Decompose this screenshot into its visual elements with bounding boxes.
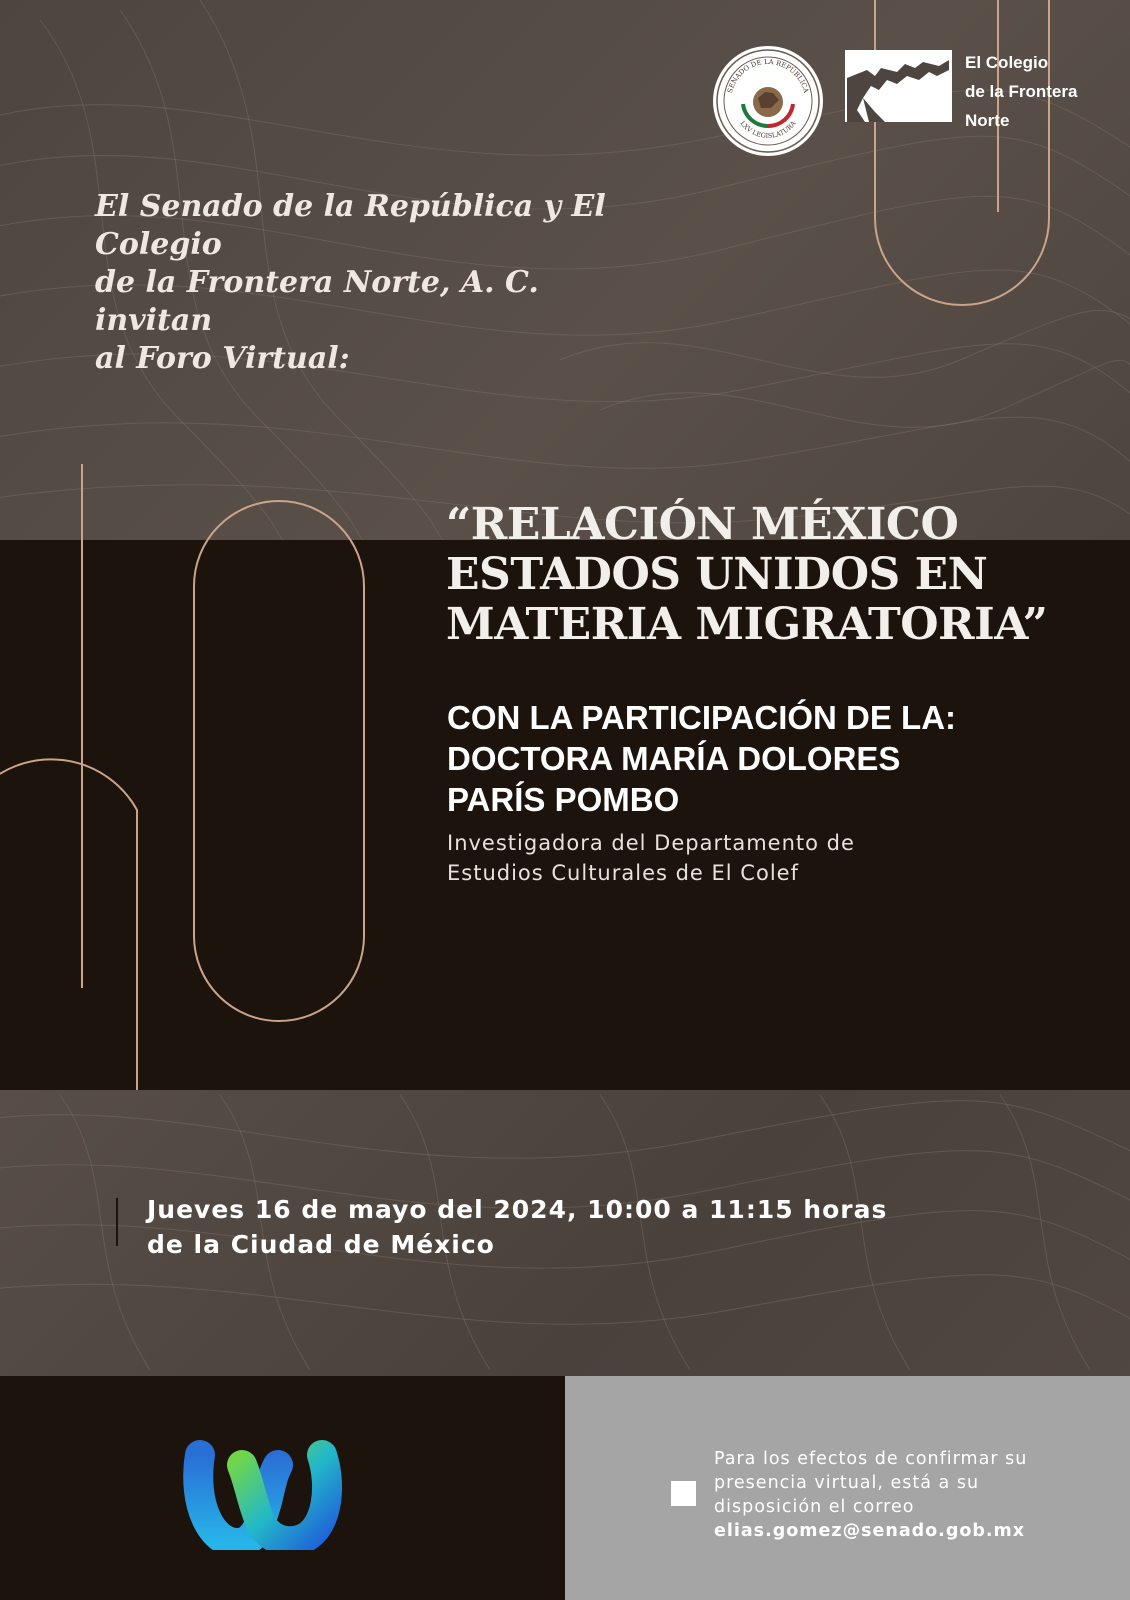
svg-text:SENADO DE LA REPÚBLICA: SENADO DE LA REPÚBLICA [725,57,811,94]
date-divider [116,1198,118,1246]
invite-line-1: El Senado de la República y El Colegio [95,189,606,262]
rsvp-note [714,1447,1114,1543]
forum-title [446,500,1126,650]
affiliation-line-2: Estudios Culturales de El Colef [447,861,799,885]
speaker-heading [447,697,1107,820]
participation-line-2: DOCTORA MARÍA DOLORES [447,740,901,777]
bullet-square [671,1481,696,1506]
affiliation-line-1: Investigadora del Departamento de [447,831,855,855]
title-line-2: ESTADOS UNIDOS EN [446,549,988,600]
svg-text:LXV LEGISLATURA: LXV LEGISLATURA [738,119,798,140]
rsvp-email-link[interactable]: elias.gomez@senado.gob.mx [714,1521,1026,1541]
participation-line-3: PARÍS POMBO [447,781,680,818]
colef-line-2: de la Frontera [965,82,1078,101]
rsvp-line-3: disposición el correo [714,1497,915,1517]
invite-line-3: al Foro Virtual: [95,341,350,376]
colef-line-3: Norte [965,111,1010,130]
invite-line-2: de la Frontera Norte, A. C. invitan [95,265,539,338]
rsvp-line-2: presencia virtual, está a su [714,1473,980,1493]
webex-icon [182,1425,347,1550]
date-line-1: Jueves 16 de mayo del 2024, 10:00 a 11:15 horas [147,1195,888,1224]
colef-logo-text [965,48,1077,135]
participation-line-1: CON LA PARTICIPACIÓN DE LA: [447,699,957,736]
event-date [147,1192,907,1262]
senado-logo [713,46,823,156]
date-line-2: de la Ciudad de México [147,1230,495,1259]
invitation-text [95,188,655,378]
colef-logo-icon [845,50,952,122]
title-line-3: MATERIA MIGRATORIA” [446,599,1048,650]
colef-line-1: El Colegio [965,53,1049,72]
title-line-1: “RELACIÓN MÉXICO [446,499,959,550]
rsvp-line-1: Para los efectos de confirmar su [714,1449,1028,1469]
speaker-affiliation [447,828,1067,888]
